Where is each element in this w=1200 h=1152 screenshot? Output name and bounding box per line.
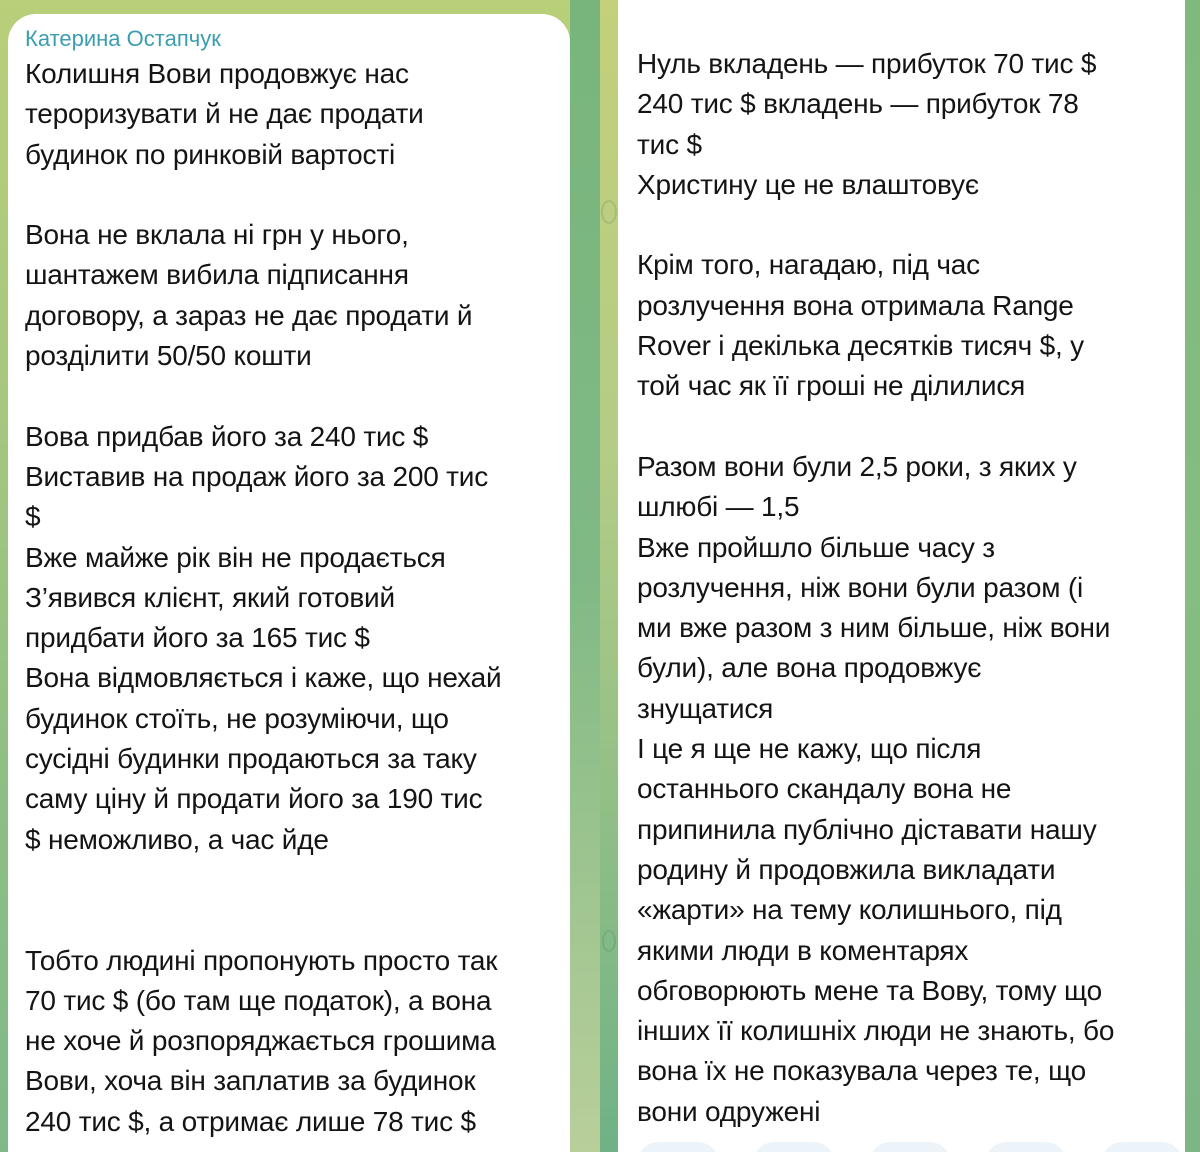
message-line: знущатися [637,692,774,724]
message-line: Виставив на продаж його за 200 тис [25,460,489,492]
message-line: Нуль вкладень — прибуток 70 тис $ [637,48,1097,79]
message-bubble-left[interactable] [8,14,570,1152]
message-line: останнього скандалу вона не [637,773,1012,805]
message-line: Тобто людині пропонують просто так [25,944,498,976]
message-line: шантажем вибила підписання [25,259,409,291]
sender-name[interactable]: Катерина Остапчук [25,26,221,51]
message-line: шлюбі — 1,5 [637,491,800,523]
message-line [637,205,1167,245]
message-line: саму ціну й продати його за 190 тис [25,783,483,815]
message-bubble-right[interactable] [618,0,1185,1152]
message-line: Вже пройшло більше часу з [637,531,995,563]
message-line: Колишня Вови продовжує нас [25,58,409,89]
message-line: будинок стоїть, не розуміючи, що [25,702,449,734]
message-line: тероризувати й не дає продати [25,98,424,130]
message-line: вони одружені [637,1095,821,1127]
reactions-row [638,1142,1182,1152]
message-line: Вже майже рік він не продається [25,541,446,573]
reaction-button[interactable] [1102,1142,1182,1152]
message-line: припинила публічно діставати нашу [637,813,1097,845]
message-line: придбати його за 165 тис $ [25,622,370,654]
message-line: розлучення вона отримала Range [637,289,1074,321]
message-line: ми вже разом з ним більше, ніж вони [637,612,1111,644]
message-line: договору, а зараз не дає продати й [25,299,473,331]
message-line: вона їх не показувала через те, що [637,1055,1086,1087]
message-line: якими люди в коментарях [637,934,969,966]
message-text [637,44,1167,1132]
wallpaper-strip [600,0,618,1152]
right-screenshot-panel [600,0,1200,1152]
message-line: $ неможливо, а час йде [25,823,329,855]
message-line: не хоче й розпоряджається грошима [25,1025,496,1057]
wallpaper-doodle [602,930,616,952]
message-line: Вова придбав його за 240 тис $ [25,420,429,452]
message-line: Вона не вклала ні грн у нього, [25,219,409,251]
message-line: розлучення, ніж вони були разом (і [637,571,1083,603]
message-line: Христину це не влаштовує [637,168,979,200]
message-line: Вона відмовляється і каже, що нехай [25,662,502,694]
message-line: Rover і декілька десятків тисяч $, у [637,330,1084,362]
wallpaper-doodle [601,200,617,224]
message-line: родину й продовжила викладати [637,853,1056,885]
message-line [25,175,552,215]
message-line: Разом вони були 2,5 роки, з яких у [637,450,1077,482]
message-line [637,407,1167,447]
wallpaper-strip [570,0,600,1152]
message-line: тис $ [637,128,702,160]
message-line: сусідні будинки продаються за таку [25,743,477,775]
reaction-button[interactable] [638,1142,718,1152]
message-line: розділити 50/50 кошти [25,340,312,372]
message-line: З’явився клієнт, який готовий [25,581,395,613]
message-line [25,376,552,416]
message-line: Крім того, нагадаю, під час [637,249,980,281]
message-line: $ [25,501,41,533]
message-line: 70 тис $ (бо там ще податок), а вона [25,984,492,1016]
message-line: 240 тис $, а отримає лише 78 тис $ [25,1105,476,1137]
message-line: «жарти» на тему колишнього, під [637,894,1062,926]
message-text [25,54,552,1142]
message-line: були), але вона продовжує [637,652,982,684]
message-line: будинок по ринковій вартості [25,138,395,170]
reaction-button[interactable] [754,1142,834,1152]
message-line [25,900,552,940]
reaction-button[interactable] [986,1142,1066,1152]
message-line [25,860,552,900]
message-line: обговорюють мене та Вову, тому що [637,974,1102,1006]
reaction-button[interactable] [870,1142,950,1152]
message-line: той час як її гроші не ділилися [637,370,1026,402]
message-line: І це я ще не кажу, що після [637,733,982,765]
message-line: інших її колишніх люди не знають, бо [637,1015,1115,1047]
message-line: 240 тис $ вкладень — прибуток 78 [637,88,1079,120]
message-line: Вови, хоча він заплатив за будинок [25,1065,476,1097]
